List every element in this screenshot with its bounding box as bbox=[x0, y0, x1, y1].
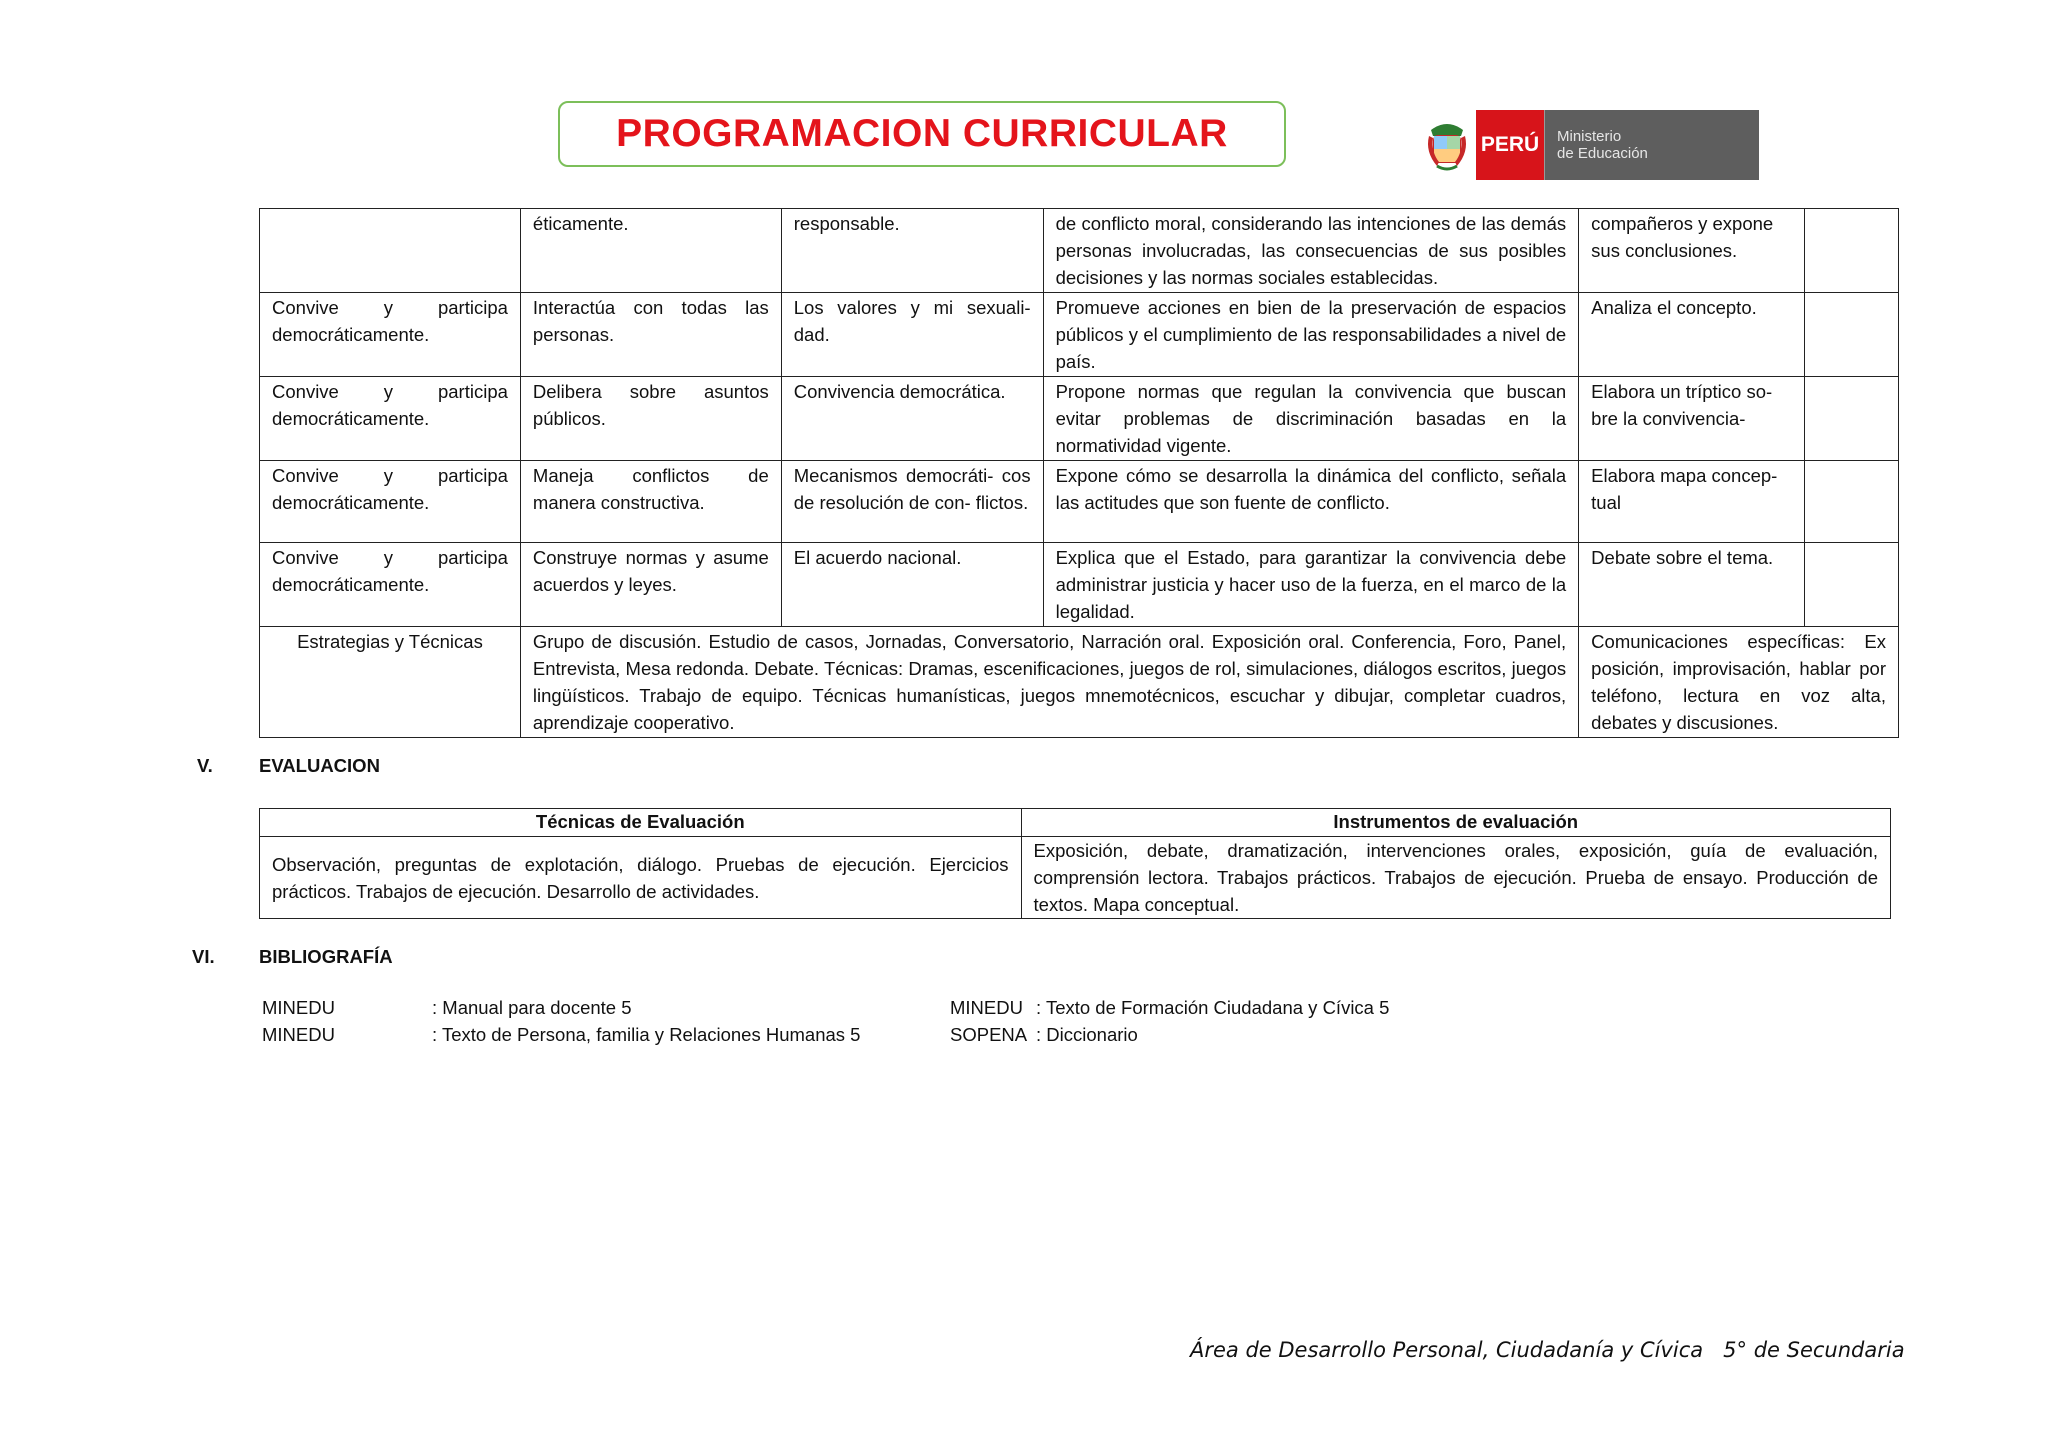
capacity-cell: Delibera sobre asuntos públicos. bbox=[520, 377, 781, 461]
competence-cell: Convive y participa democráticamente. bbox=[260, 543, 521, 627]
competence-cell: Convive y participa democráticamente. bbox=[260, 377, 521, 461]
ministry-line-1: Ministerio bbox=[1557, 128, 1622, 145]
indicator-cell: Explica que el Estado, para garantizar la convivencia debe administrar justicia y hacer uso de la fuerza, en el marco de la legalidad. bbox=[1043, 543, 1579, 627]
peru-label: PERÚ bbox=[1476, 110, 1544, 180]
competence-cell: Convive y participa democráticamente. bbox=[260, 461, 521, 543]
bibliography-heading: BIBLIOGRAFÍA bbox=[259, 946, 393, 967]
content-cell: El acuerdo nacional. bbox=[781, 543, 1043, 627]
table-row bbox=[260, 461, 1899, 543]
bibliography-title: : Texto de Persona, familia y Relaciones Humanas 5 bbox=[432, 1024, 861, 1045]
bibliography-author: MINEDU bbox=[950, 997, 1023, 1018]
evaluation-techniques-text: Observación, preguntas de explotación, diálogo. Pruebas de ejecución. Ejercicios prácticos. Trabajos de ejecución. Desarrollo de actividades. bbox=[260, 837, 1022, 919]
curriculum-table bbox=[259, 208, 1899, 738]
table-row bbox=[260, 543, 1899, 627]
activity-cell: Debate sobre el tema. bbox=[1579, 543, 1805, 627]
table-row bbox=[260, 377, 1899, 461]
table-row bbox=[260, 209, 1899, 293]
evaluation-instruments-header: Instrumentos de evaluación bbox=[1021, 809, 1890, 837]
competence-cell: Convive y participa democráticamente. bbox=[260, 293, 521, 377]
content-cell: responsable. bbox=[781, 209, 1043, 293]
ministry-label bbox=[1544, 110, 1759, 180]
bibliography-author: MINEDU bbox=[262, 997, 335, 1018]
activity-cell: Analiza el concepto. bbox=[1579, 293, 1805, 377]
evaluation-instruments-text: Exposición, debate, dramatización, intervenciones orales, exposición, guía de evaluación, comprensión lectora. Trabajos prácticos. Trabajos de ejecución. Prueba de ensayo. Producción de textos. Mapa conceptual. bbox=[1021, 837, 1890, 919]
content-cell: Mecanismos democráti- cos de resolución de con- flictos. bbox=[781, 461, 1043, 543]
bibliography-title: : Diccionario bbox=[1036, 1024, 1138, 1045]
competence-cell bbox=[260, 209, 521, 293]
empty-cell bbox=[1805, 209, 1899, 293]
evaluation-heading: EVALUACION bbox=[259, 755, 380, 776]
capacity-cell: Interactúa con todas las personas. bbox=[520, 293, 781, 377]
bibliography-title: : Manual para docente 5 bbox=[432, 997, 632, 1018]
title-box bbox=[558, 101, 1286, 167]
empty-cell bbox=[1805, 293, 1899, 377]
bibliography-author: MINEDU bbox=[262, 1024, 335, 1045]
empty-cell bbox=[1805, 377, 1899, 461]
page-footer: Área de Desarrollo Personal, Ciudadanía y Cívica 5° de Secundaria bbox=[1190, 1338, 1905, 1362]
bibliography-section-number: VI. bbox=[192, 946, 215, 967]
evaluation-techniques-header: Técnicas de Evaluación bbox=[260, 809, 1022, 837]
activity-cell: Elabora mapa concep- tual bbox=[1579, 461, 1805, 543]
evaluation-section-number: V. bbox=[197, 755, 213, 776]
communications-text: Comunicaciones específicas: Ex posición, improvisación, hablar por teléfono, lectura en voz alta, debates y discusiones. bbox=[1579, 627, 1899, 738]
evaluation-body-row bbox=[260, 837, 1891, 919]
content-cell: Convivencia democrática. bbox=[781, 377, 1043, 461]
indicator-cell: Propone normas que regulan la convivencia que buscan evitar problemas de discriminación basadas en la normatividad vigente. bbox=[1043, 377, 1579, 461]
ministry-line-2: de Educación bbox=[1557, 145, 1648, 162]
strategies-row bbox=[260, 627, 1899, 738]
activity-cell: Elabora un tríptico so- bre la convivencia- bbox=[1579, 377, 1805, 461]
capacity-cell: Construye normas y asume acuerdos y leyes. bbox=[520, 543, 781, 627]
capacity-cell: éticamente. bbox=[520, 209, 781, 293]
content-cell: Los valores y mi sexuali- dad. bbox=[781, 293, 1043, 377]
bibliography-author: SOPENA bbox=[950, 1024, 1028, 1045]
capacity-cell: Maneja conflictos de manera constructiva. bbox=[520, 461, 781, 543]
indicator-cell: de conflicto moral, considerando las intenciones de las demás personas involucradas, las consecuencias de sus posibles decisiones y las normas sociales establecidas. bbox=[1043, 209, 1579, 293]
indicator-cell: Promueve acciones en bien de la preservación de espacios públicos y el cumplimiento de las responsabilidades a nivel de país. bbox=[1043, 293, 1579, 377]
empty-cell bbox=[1805, 461, 1899, 543]
evaluation-header-row bbox=[260, 809, 1891, 837]
activity-cell: compañeros y expone sus conclusiones. bbox=[1579, 209, 1805, 293]
indicator-cell: Expone cómo se desarrolla la dinámica del conflicto, señala las actitudes que son fuente de conflicto. bbox=[1043, 461, 1579, 543]
strategies-label: Estrategias y Técnicas bbox=[260, 627, 521, 738]
coat-of-arms-icon bbox=[1424, 110, 1470, 180]
page-title: PROGRAMACION CURRICULAR bbox=[616, 112, 1228, 155]
bibliography-title: : Texto de Formación Ciudadana y Cívica 5 bbox=[1036, 997, 1390, 1018]
ministry-logo bbox=[1424, 110, 1759, 180]
evaluation-table bbox=[259, 808, 1891, 919]
empty-cell bbox=[1805, 543, 1899, 627]
strategies-text: Grupo de discusión. Estudio de casos, Jornadas, Conversatorio, Narración oral. Exposición oral. Conferencia, Foro, Panel, Entrevista, Mesa redonda. Debate. Técnicas: Dramas, escenificaciones, juegos de rol, simulaciones, diálogos escritos, juegos lingüísticos. Trabajo de equipo. Técnicas humanísticas, juegos mnemotécnicos, escuchar y dibujar, completar cuadros, aprendizaje cooperativo. bbox=[520, 627, 1578, 738]
table-row bbox=[260, 293, 1899, 377]
